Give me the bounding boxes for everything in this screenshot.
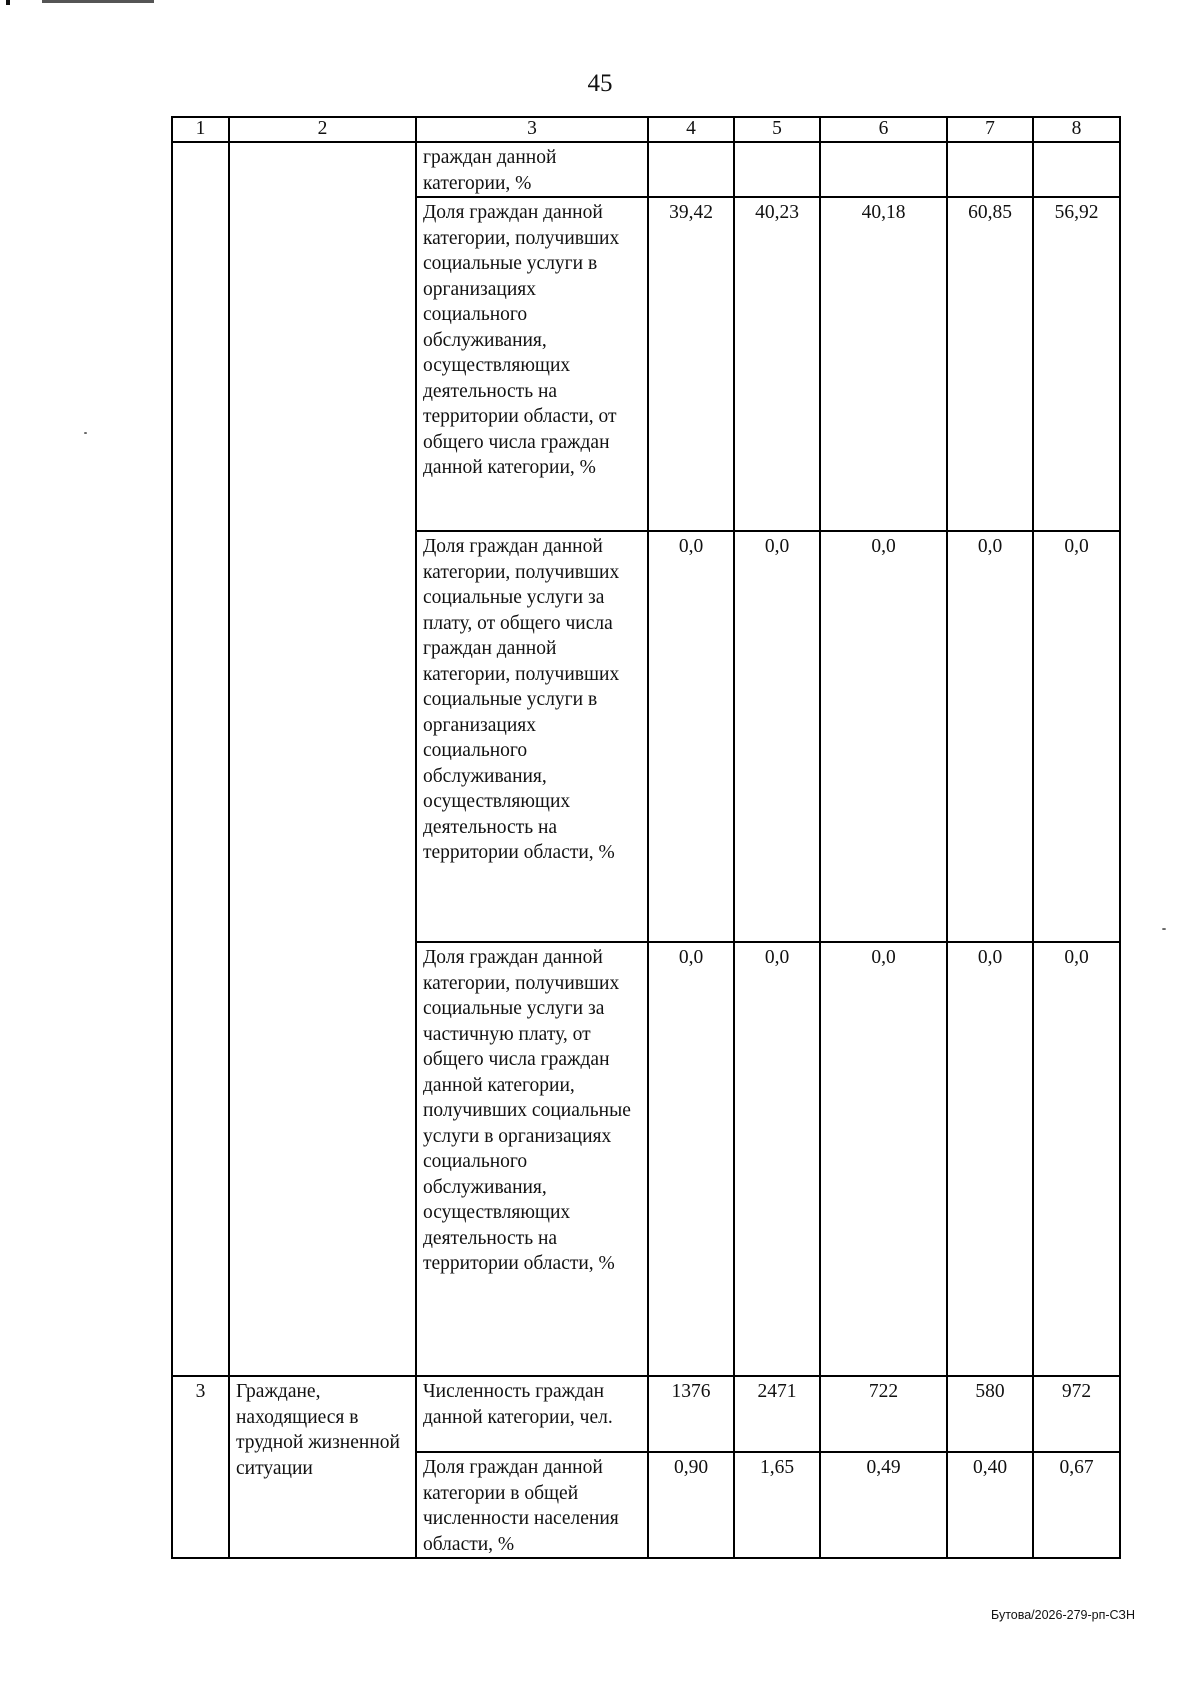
value-cell: 0,0 bbox=[734, 942, 820, 1376]
indicator-cell: граждан данной категории, % bbox=[416, 142, 648, 197]
scan-top-line bbox=[42, 0, 154, 3]
column-header: 6 bbox=[820, 117, 947, 142]
value-cell: 972 bbox=[1033, 1376, 1120, 1452]
value-cell bbox=[820, 142, 947, 197]
value-cell: 1376 bbox=[648, 1376, 734, 1452]
value-cell: 1,65 bbox=[734, 1452, 820, 1558]
value-cell bbox=[734, 142, 820, 197]
document-stamp: Бутова/2026-279-рп-СЗН bbox=[991, 1608, 1135, 1622]
scan-speck bbox=[84, 432, 87, 434]
value-cell: 39,42 bbox=[648, 197, 734, 531]
indicator-cell: Численность граждан данной категории, чел. bbox=[416, 1376, 648, 1452]
value-cell bbox=[947, 142, 1033, 197]
column-header: 3 bbox=[416, 117, 648, 142]
row-number-cell bbox=[172, 142, 229, 1376]
value-cell: 0,0 bbox=[1033, 942, 1120, 1376]
value-cell bbox=[1033, 142, 1120, 197]
scan-speck bbox=[1162, 928, 1166, 930]
column-header: 2 bbox=[229, 117, 416, 142]
value-cell: 0,0 bbox=[648, 531, 734, 942]
table-row bbox=[172, 142, 1120, 197]
row-number-cell: 3 bbox=[172, 1376, 229, 1558]
value-cell: 0,0 bbox=[820, 531, 947, 942]
value-cell: 0,0 bbox=[1033, 531, 1120, 942]
category-cell: Граждане, находящиеся в трудной жизненной ситуации bbox=[229, 1376, 416, 1558]
column-header: 5 bbox=[734, 117, 820, 142]
page-number: 45 bbox=[587, 70, 613, 97]
scan-corner-mark bbox=[6, 0, 10, 5]
value-cell: 0,0 bbox=[947, 942, 1033, 1376]
value-cell: 0,40 bbox=[947, 1452, 1033, 1558]
value-cell: 2471 bbox=[734, 1376, 820, 1452]
value-cell: 56,92 bbox=[1033, 197, 1120, 531]
value-cell: 0,0 bbox=[734, 531, 820, 942]
value-cell: 722 bbox=[820, 1376, 947, 1452]
value-cell: 40,23 bbox=[734, 197, 820, 531]
value-cell: 60,85 bbox=[947, 197, 1033, 531]
value-cell: 0,90 bbox=[648, 1452, 734, 1558]
column-header: 4 bbox=[648, 117, 734, 142]
indicator-cell: Доля граждан данной категории, получивших социальные услуги в организациях социального обслуживания, осуществляющих деятельность на территории области, от общего числа граждан данной категории, % bbox=[416, 197, 648, 531]
value-cell bbox=[648, 142, 734, 197]
table-header-row bbox=[172, 117, 1120, 142]
column-header: 1 bbox=[172, 117, 229, 142]
indicator-cell: Доля граждан данной категории в общей численности населения области, % bbox=[416, 1452, 648, 1558]
value-cell: 0,0 bbox=[648, 942, 734, 1376]
table-row bbox=[172, 1376, 1120, 1452]
value-cell: 0,49 bbox=[820, 1452, 947, 1558]
column-header: 8 bbox=[1033, 117, 1120, 142]
column-header: 7 bbox=[947, 117, 1033, 142]
value-cell: 0,67 bbox=[1033, 1452, 1120, 1558]
value-cell: 580 bbox=[947, 1376, 1033, 1452]
indicator-cell: Доля граждан данной категории, получивших социальные услуги за частичную плату, от общего числа граждан данной категории, получивших социальные услуги в организациях социального обслуживания, осуществляющих деятельность на территории области, % bbox=[416, 942, 648, 1376]
indicator-cell: Доля граждан данной категории, получивших социальные услуги за плату, от общего числа граждан данной категории, получивших социальные услуги в организациях социального обслуживания, осуществляющих деятельность на территории области, % bbox=[416, 531, 648, 942]
value-cell: 40,18 bbox=[820, 197, 947, 531]
category-cell bbox=[229, 142, 416, 1376]
value-cell: 0,0 bbox=[820, 942, 947, 1376]
indicator-table bbox=[171, 116, 1121, 1559]
value-cell: 0,0 bbox=[947, 531, 1033, 942]
